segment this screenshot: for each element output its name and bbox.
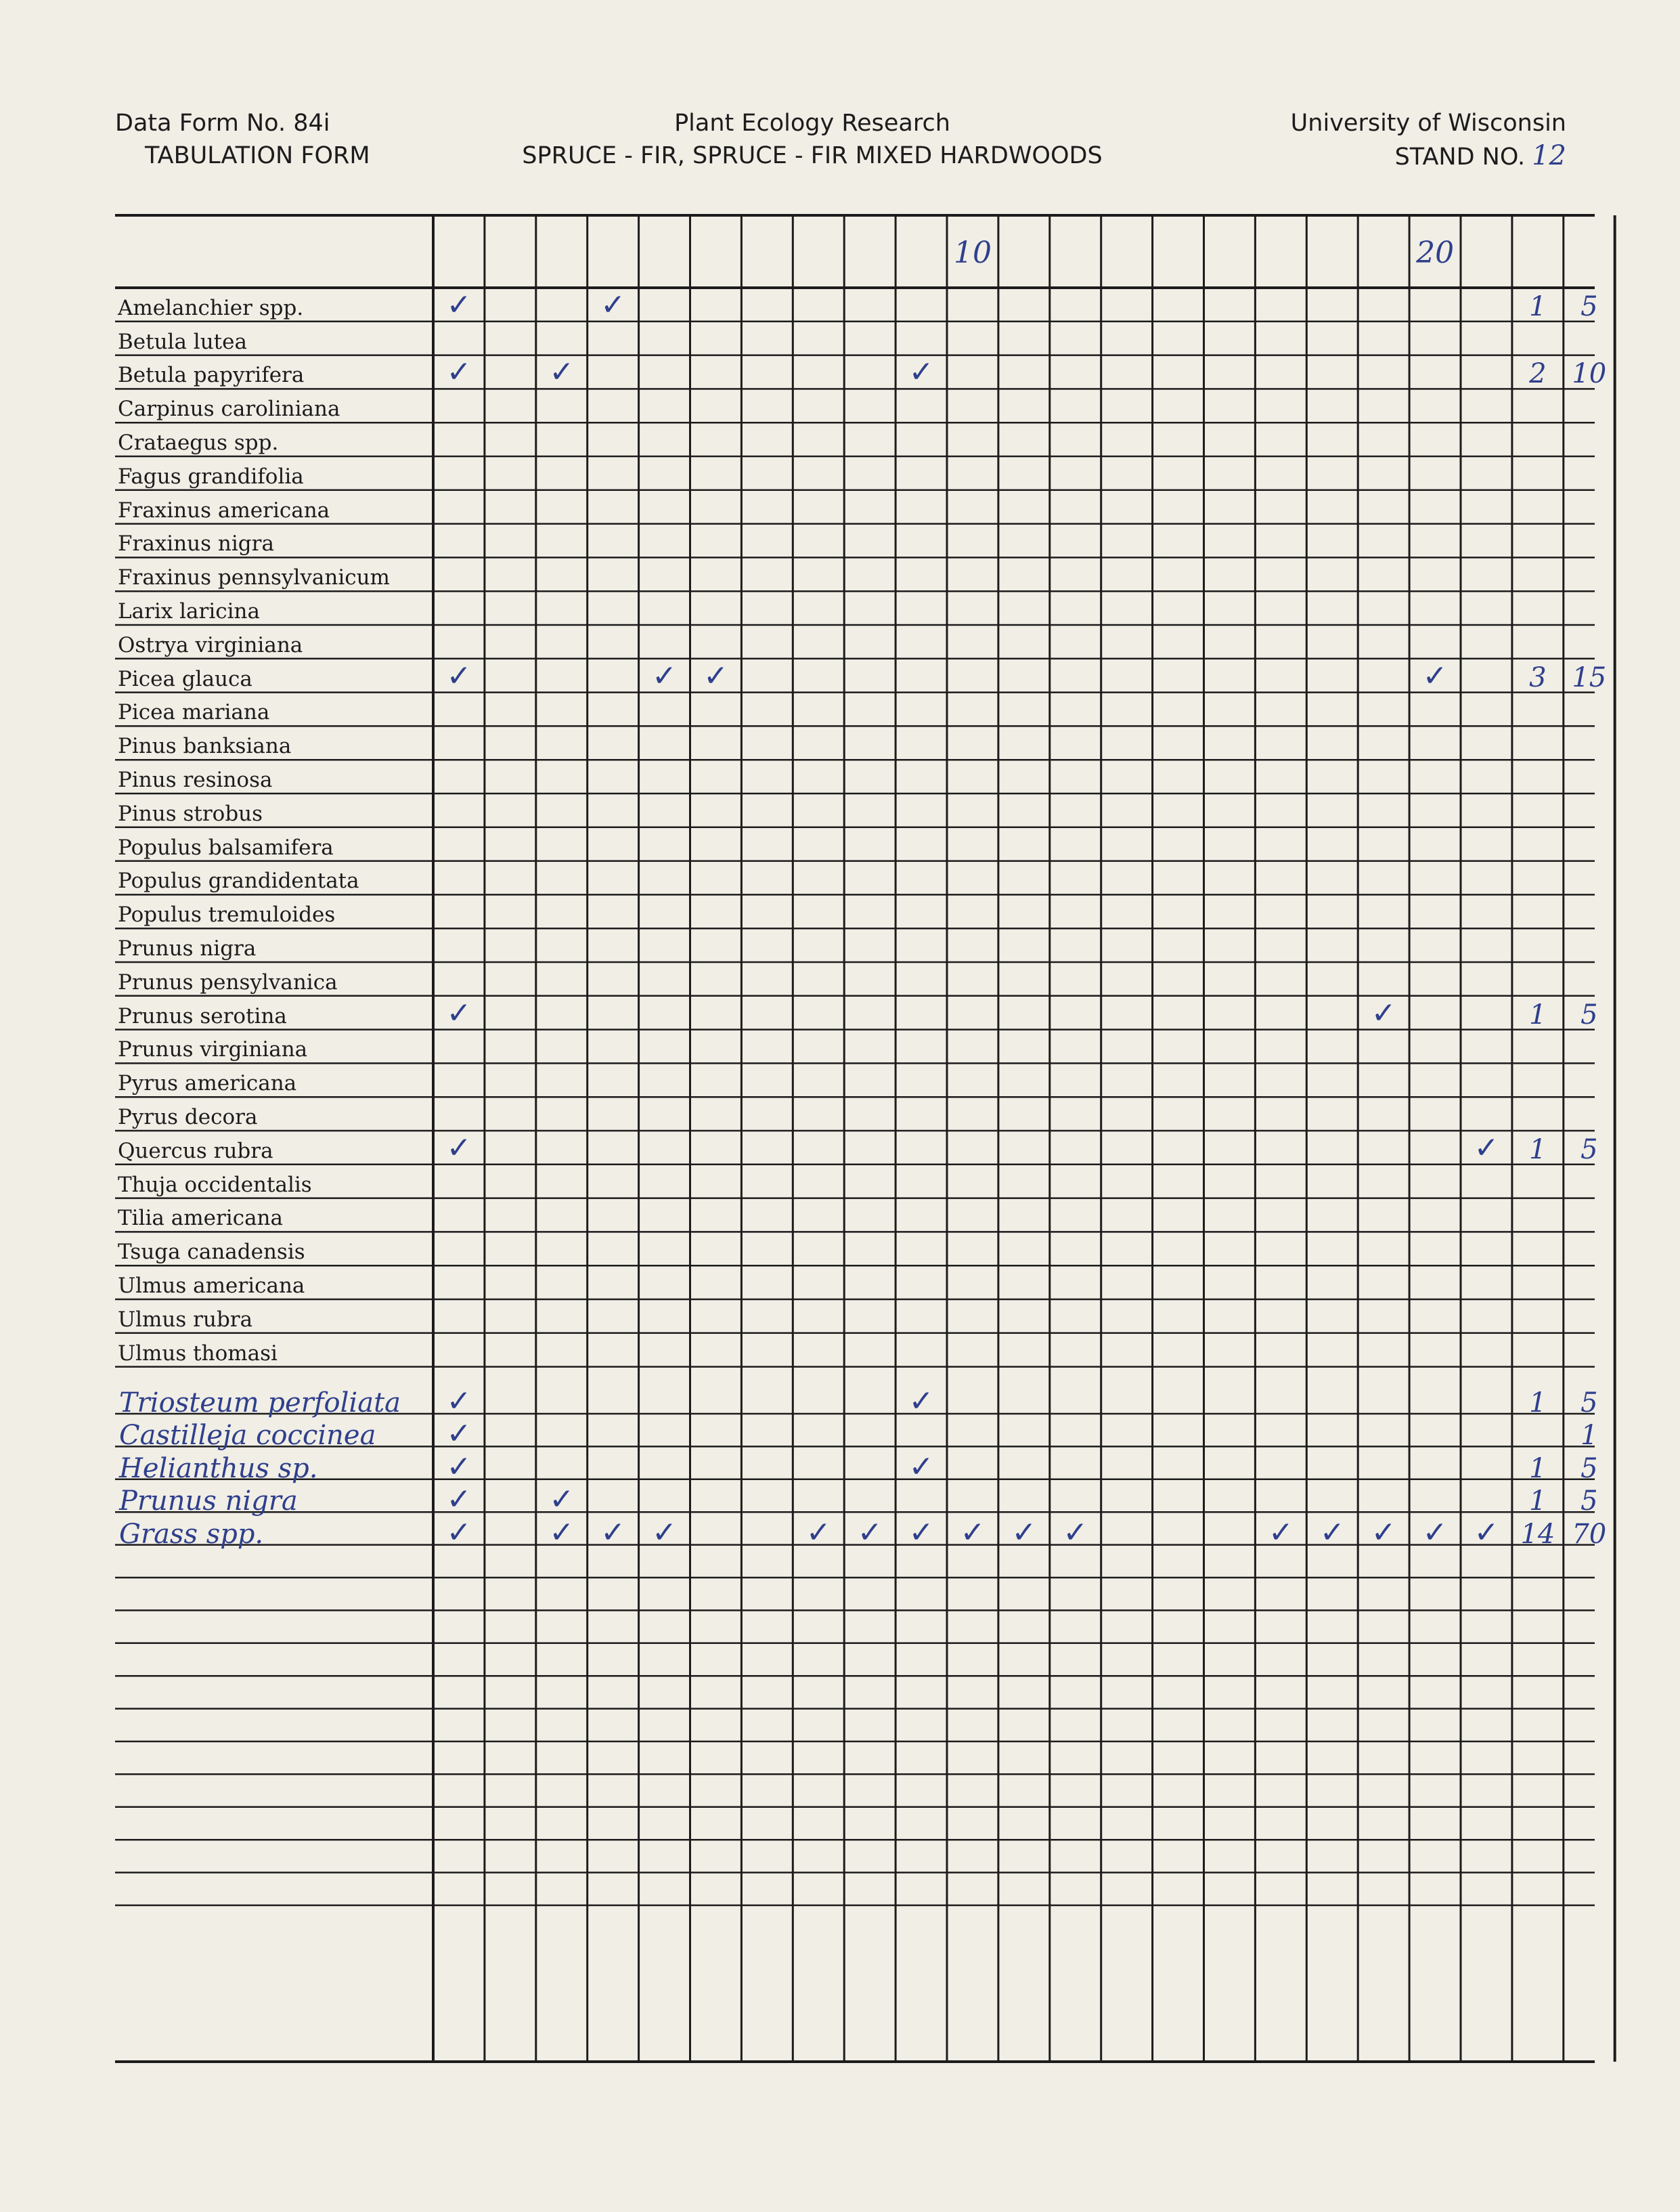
check-mark: ✓ [549,1515,575,1550]
frequency-count: 1 [1529,1452,1547,1484]
frequency-percent: 5 [1580,999,1598,1031]
frequency-count: 1 [1529,290,1547,322]
species-name: Larix laricina [118,599,260,624]
stand-value: 12 [1532,140,1566,171]
check-mark: ✓ [908,1449,934,1484]
check-mark: ✓ [446,1515,472,1550]
frequency-count: 1 [1529,1133,1547,1165]
species-name: Ostrya virginiana [118,632,303,657]
frequency-count: 14 [1520,1518,1555,1550]
check-mark: ✓ [1474,1515,1499,1550]
species-name: Populus grandidentata [118,869,359,894]
species-name: Picea mariana [118,700,270,725]
column-marker-10: 10 [954,236,992,270]
check-mark: ✓ [908,1515,934,1550]
frequency-percent: 70 [1572,1518,1607,1550]
check-mark: ✓ [446,1482,472,1517]
check-mark: ✓ [1422,1515,1448,1550]
forest-type-subtitle: SPRUCE - FIR, SPRUCE - FIR MIXED HARDWOODS [522,142,1103,169]
header-right [1291,107,1566,173]
column-marker-20: 20 [1416,236,1455,270]
check-mark: ✓ [446,1130,472,1165]
frequency-count: 1 [1529,1485,1547,1517]
frequency-count: 1 [1529,999,1547,1031]
frequency-count: 3 [1529,662,1547,693]
form-number: Data Form No. 84i [115,110,330,137]
species-name: Triosteum perfoliata [119,1387,401,1418]
species-name: Ulmus americana [118,1274,305,1298]
check-mark: ✓ [703,658,728,693]
frequency-percent: 5 [1580,1485,1598,1517]
frequency-percent: 5 [1580,1452,1598,1484]
check-mark: ✓ [1063,1515,1088,1550]
species-name: Fraxinus nigra [118,532,274,557]
species-name: Tsuga canadensis [118,1240,305,1265]
species-name: Prunus nigra [119,1485,298,1517]
check-mark: ✓ [652,1515,678,1550]
species-name: Betula papyrifera [118,363,305,388]
species-name: Betula lutea [118,329,247,354]
species-name: Picea glauca [118,666,252,691]
check-mark: ✓ [446,658,472,693]
frequency-percent: 15 [1572,662,1607,693]
check-mark: ✓ [960,1515,986,1550]
species-name: Tilia americana [118,1206,284,1231]
check-mark: ✓ [908,355,934,390]
stand-label: STAND NO. [1394,144,1526,171]
header-center [474,107,1151,172]
check-mark: ✓ [446,355,472,390]
check-mark: ✓ [446,1384,472,1418]
check-mark: ✓ [446,995,472,1031]
species-name: Crataegus spp. [118,431,279,455]
frequency-percent: 5 [1580,1387,1598,1418]
species-name: Ulmus thomasi [118,1341,278,1366]
species-name: Pyrus americana [118,1071,297,1096]
frequency-percent: 10 [1572,358,1607,390]
check-mark: ✓ [1474,1130,1499,1165]
species-name: Fraxinus pennsylvanicum [118,565,390,590]
check-mark: ✓ [1371,995,1396,1031]
species-name: Amelanchier spp. [118,295,304,320]
check-mark: ✓ [600,1515,626,1550]
species-name: Populus balsamifera [118,835,334,860]
species-name: Quercus rubra [118,1138,273,1163]
form-type: TABULATION FORM [145,142,370,169]
species-name: Pinus strobus [118,801,263,826]
species-name: Grass spp. [119,1518,264,1550]
species-name: Prunus pensylvanica [118,970,338,995]
species-name: Prunus nigra [118,936,257,961]
check-mark: ✓ [1371,1515,1396,1550]
org-title: Plant Ecology Research [674,110,950,137]
frequency-count: 2 [1529,358,1547,390]
check-mark: ✓ [1422,658,1448,693]
check-mark: ✓ [1011,1515,1037,1550]
check-mark: ✓ [446,287,472,322]
species-name: Fagus grandifolia [118,464,304,489]
stand-number [1291,139,1566,173]
check-mark: ✓ [857,1515,883,1550]
frequency-percent: 1 [1580,1420,1598,1452]
check-mark: ✓ [652,658,678,693]
frequency-percent: 5 [1580,1133,1598,1165]
check-mark: ✓ [805,1515,831,1550]
species-name: Prunus virginiana [118,1037,308,1062]
species-name: Helianthus sp. [119,1452,318,1484]
species-name: Ulmus rubra [118,1307,253,1332]
check-mark: ✓ [549,1482,575,1517]
header-left [115,107,370,172]
species-name: Carpinus caroliniana [118,397,340,422]
check-mark: ✓ [446,1449,472,1484]
species-name: Castilleja coccinea [119,1420,376,1452]
species-name: Prunus serotina [118,1003,287,1028]
species-name: Pyrus decora [118,1105,258,1129]
species-name: Pinus banksiana [118,734,292,759]
species-name: Pinus resinosa [118,768,273,792]
species-name: Fraxinus americana [118,498,330,523]
species-name: Thuja occidentalis [118,1172,312,1197]
check-mark: ✓ [1319,1515,1345,1550]
check-mark: ✓ [1268,1515,1294,1550]
frequency-count: 1 [1529,1387,1547,1418]
check-mark: ✓ [549,355,575,390]
check-mark: ✓ [908,1384,934,1418]
frequency-percent: 5 [1580,290,1598,322]
check-mark: ✓ [446,1416,472,1452]
species-name: Populus tremuloides [118,903,336,928]
university-name: University of Wisconsin [1290,110,1566,137]
check-mark: ✓ [600,287,626,322]
